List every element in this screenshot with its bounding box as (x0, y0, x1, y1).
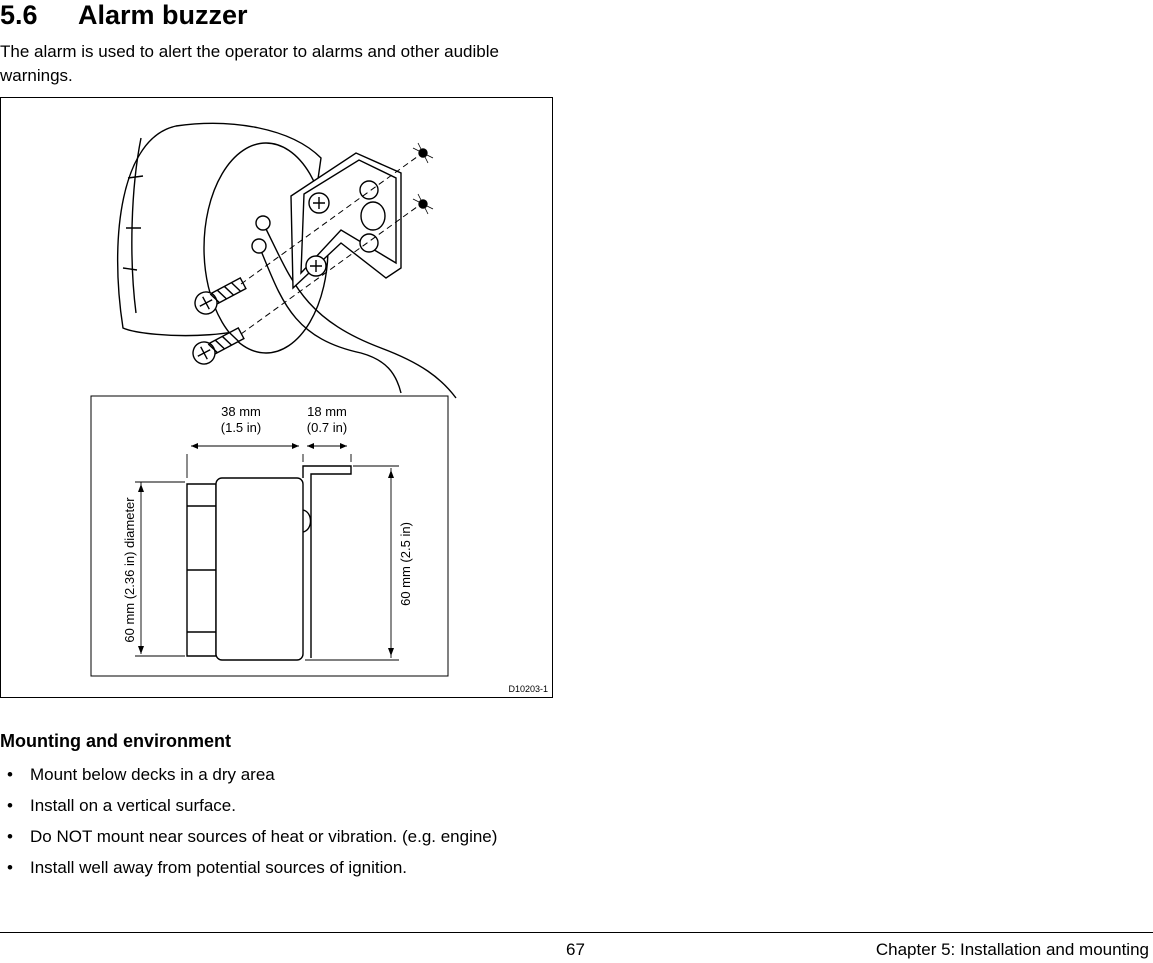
list-item (0, 824, 497, 855)
list-item (0, 793, 497, 824)
bullet-icon: • (7, 765, 13, 784)
page-number: 67 (566, 940, 585, 959)
bullet-icon: • (7, 827, 13, 846)
height-dimension: 60 mm (2.5 in) (398, 522, 413, 606)
diameter-dimension: 60 mm (2.36 in) diameter (122, 497, 137, 643)
buzzer-illustration (1, 98, 554, 699)
alarm-buzzer-figure (0, 97, 553, 698)
list-item-text: Mount below decks in a dry area (30, 765, 275, 784)
bullet-icon: • (7, 858, 13, 877)
chapter-title: Chapter 5: Installation and mounting (875, 940, 1149, 959)
list-item (0, 855, 497, 886)
section-title: Alarm buzzer (78, 0, 248, 30)
list-item-text: Install on a vertical surface. (30, 796, 236, 815)
bullet-icon: • (7, 796, 13, 815)
bracket-dimension-in: (0.7 in) (306, 420, 348, 435)
intro-paragraph: The alarm is used to alert the operator to alarms and other audible warnings. (0, 42, 499, 85)
mounting-list (0, 762, 497, 886)
section-number: 5.6 (0, 0, 38, 30)
mounting-heading: Mounting and environment (0, 731, 231, 751)
bracket-dimension-mm: 18 mm (307, 404, 347, 419)
figure-code: D10203-1 (508, 684, 548, 694)
depth-dimension-in: (1.5 in) (220, 420, 262, 435)
list-item (0, 762, 497, 793)
list-item-text: Do NOT mount near sources of heat or vibration. (e.g. engine) (30, 827, 498, 846)
footer-divider (0, 932, 1153, 933)
depth-dimension-mm: 38 mm (221, 404, 261, 419)
section-heading (0, 0, 248, 30)
list-item-text: Install well away from potential sources of ignition. (30, 858, 408, 877)
